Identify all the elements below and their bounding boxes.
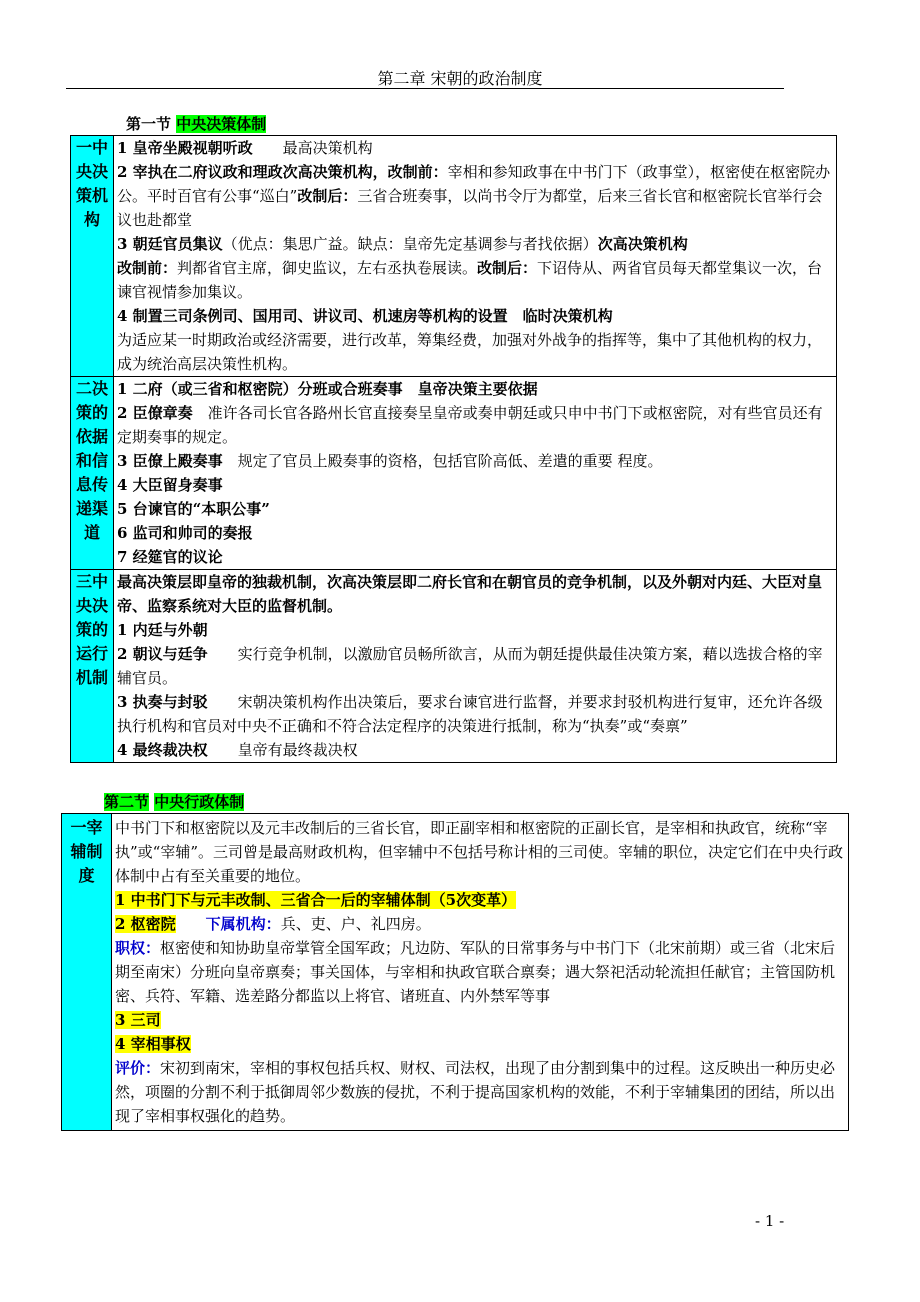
row-label: 二决策的依据和信息传递渠道 — [71, 377, 114, 570]
section1-name: 中央决策体制 — [176, 115, 267, 133]
section2-title — [104, 792, 244, 812]
row-label: 一中央决策机构 — [71, 136, 114, 377]
header-rule — [66, 88, 784, 89]
page-header-title: 第二章 宋朝的政治制度 — [377, 69, 543, 88]
row-content: 1 二府（或三省和枢密院）分班或合班奏事 皇帝决策主要依据 2 臣僚章奏 准许各司长官各路州长官直接奏呈皇帝或奏申朝廷或只申中书门下或枢密院，对有些官员还有定期奏事的规定。 3 臣僚上殿奏事 规定了官员上殿奏事的资格，包括官阶高低、差遣的重要 程度。 4 大臣留身奏事 5 台谏官的“本职公事” 6 监司和帅司的奏报 7 经筵官的议论 — [114, 377, 837, 570]
section2-name: 中央行政体制 — [154, 793, 245, 811]
row-content: 中书门下和枢密院以及元丰改制后的三省长官，即正副宰相和枢密院的正副长官，是宰相和执政官，统称“宰执”或“宰辅”。三司曾是最高财政机构，但宰辅中不包括号称计相的三司使。宰辅的职位，决定它们在中央行政体制中占有至关重要的地位。 1 中书门下与元丰改制、三省合一后的宰辅体制（5次变革） 2 枢密院 下属机构：兵、吏、户、礼四房。 职权：枢密使和知协助皇帝掌管全国军政；凡边防、军队的日常事务与中书门下（北宋前期）或三省（北宋后期至南宋）分班向皇帝禀奏；事关国体，与宰相和执政官联合禀奏；遇大祭祀活动轮流担任献官；主管国防机密、兵符、军籍、选差路分都监以上将官、诸班直、内外禁军等事 3 三司 4 宰相事权 评价：宋初到南宋，宰相的事权包括兵权、财权、司法权，出现了由分割到集中的过程。这反映出一种历史必然，项圈的分割不利于抵御周邻少数族的侵扰，不利于提高国家机构的效能，不利于宰辅集团的团结，所以出现了宰相事权强化的趋势。 — [112, 814, 849, 1131]
section2-prefix: 第二节 — [104, 793, 150, 811]
row-content: 1 皇帝坐殿视朝听政 最高决策机构 2 宰执在二府议政和理政次高决策机构，改制前：宰相和参知政事在中书门下（政事堂），枢密使在枢密院办公。平时百官有公事“巡白”改制后：三省合班奏事，以尚书令厅为都堂，后来三省长官和枢密院长官举行会议也赴都堂 3 朝廷官员集议（优点：集思广益。缺点：皇帝先定基调参与者找依据）次高决策机构 改制前：判都省官主席，御史监议，左右丞执卷展读。改制后：下诏侍从、两省官员每天都堂集议一次，台谏官视情参加集议。 4 制置三司条例司、国用司、讲议司、机速房等机构的设置 临时决策机构 为适应某一时期政治或经济需要，进行改革，筹集经费，加强对外战争的指挥等，集中了其他机构的权力，成为统治高层决策性机构。 — [114, 136, 837, 377]
table-row — [62, 814, 849, 1131]
table-row — [71, 136, 837, 377]
row-content: 最高决策层即皇帝的独裁机制，次高决策层即二府长官和在朝官员的竞争机制，以及外朝对内廷、大臣对皇帝、监察系统对大臣的监督机制。 1 内廷与外朝 2 朝议与廷争 实行竞争机制，以激励官员畅所欲言，从而为朝廷提供最佳决策方案，藉以选拔合格的宰辅官员。 3 执奏与封驳 宋朝决策机构作出决策后，要求台谏官进行监督，并要求封驳机构进行复审，还允许各级执行机构和官员对中央不正确和不符合法定程序的决策进行抵制，称为“执奏”或“奏禀” 4 最终裁决权 皇帝有最终裁决权 — [114, 570, 837, 763]
section1-title — [126, 114, 266, 134]
table-row — [71, 377, 837, 570]
section2-table — [61, 813, 849, 1131]
table-row — [71, 570, 837, 763]
row-label: 三中央决策的运行机制 — [71, 570, 114, 763]
row-label: 一宰辅制度 — [62, 814, 112, 1131]
section1-table — [70, 135, 837, 763]
page-number: - 1 - — [755, 1212, 785, 1230]
section1-prefix: 第一节 — [126, 115, 172, 133]
